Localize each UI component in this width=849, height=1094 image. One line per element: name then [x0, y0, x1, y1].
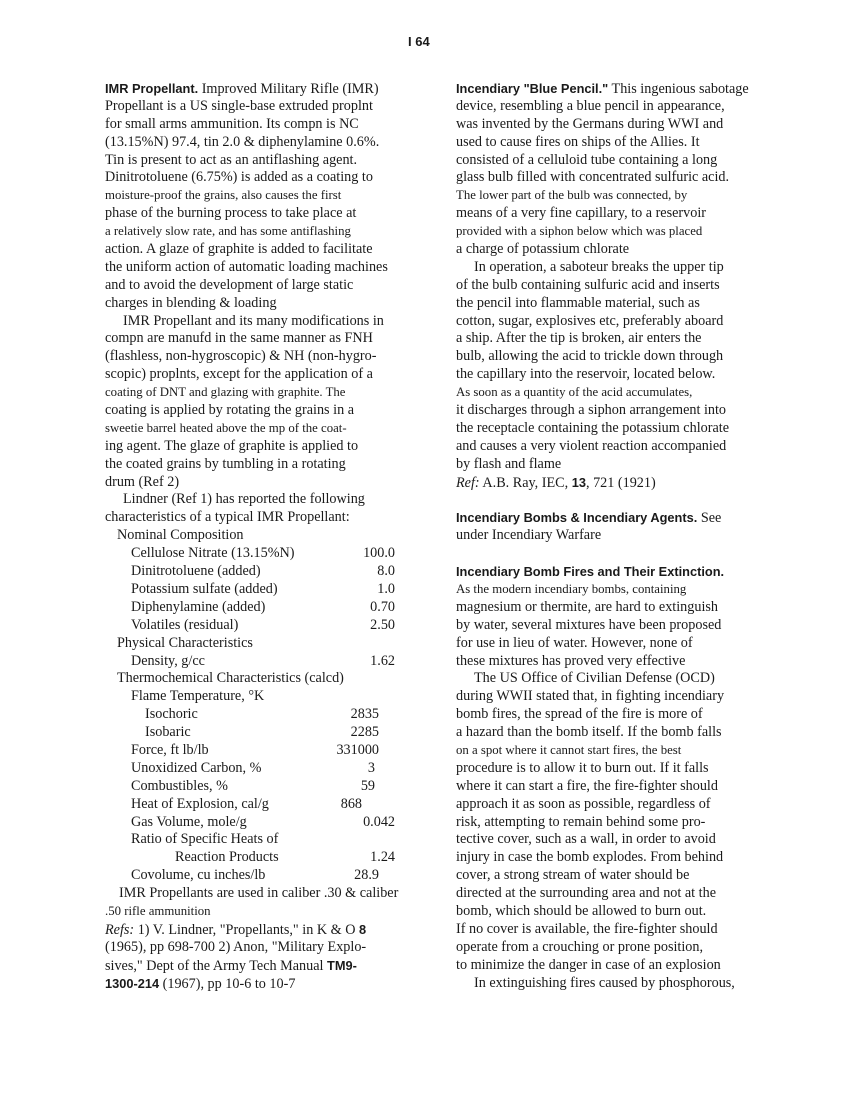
- table-row: Combustibles, % 59: [131, 777, 375, 794]
- table-row: Isochoric 2835: [145, 706, 379, 723]
- text-line: the uniform action of automatic loading machines: [105, 258, 388, 275]
- text-line: In operation, a saboteur breaks the upper tip: [474, 258, 724, 275]
- text-line: Tin is present to act as an antiflashing agent.: [105, 151, 358, 168]
- text-line: on a spot where it cannot start fires, the best: [456, 742, 682, 757]
- text-line: consisted of a celluloid tube containing a long: [456, 151, 718, 168]
- imr-first-line: IMR Propellant. Improved Military Rifle (IMR): [105, 81, 379, 97]
- text-line: during WWII stated that, in fighting incendiary: [456, 688, 725, 705]
- text-line: (flashless, non-hygroscopic) & NH (non-hygro-: [105, 348, 377, 365]
- text-line: procedure is to allow it to burn out. If it falls: [456, 759, 709, 776]
- thermo-heading: Thermochemical Characteristics (calcd): [117, 670, 344, 687]
- text-line: moisture-proof the grains, also causes the first: [105, 188, 342, 203]
- table-row: Unoxidized Carbon, % 3: [131, 759, 375, 776]
- text-line: device, resembling a blue pencil in appearance,: [456, 97, 725, 114]
- text-line: a ship. After the tip is broken, air enters the: [456, 330, 702, 347]
- bombs-first-line: Incendiary Bombs & Incendiary Agents. See: [456, 510, 722, 527]
- text-line: tective cover, such as a wall, in order to avoid: [456, 831, 716, 848]
- text-line: IMR Propellants are used in caliber .30 & caliber: [119, 885, 399, 902]
- table-row: Potassium sulfate (added) 1.0: [131, 580, 395, 597]
- text-line: The US Office of Civilian Defense (OCD): [474, 670, 715, 687]
- text-line: bulb, allowing the acid to trickle down through: [456, 348, 724, 365]
- text-line: cotton, sugar, explosives etc, preferably aboard: [456, 312, 724, 329]
- text-line: bomb fires, the spread of the fire is more of: [456, 706, 703, 723]
- nominal-heading: Nominal Composition: [117, 527, 244, 544]
- pencil-heading: Incendiary "Blue Pencil.": [456, 81, 609, 96]
- refs-line: (1965), pp 698-700 2) Anon, "Military Explo-: [105, 938, 367, 955]
- left-column: [105, 80, 430, 992]
- text-line: action. A glaze of graphite is added to facilitate: [105, 241, 373, 258]
- bombs-heading: Incendiary Bombs & Incendiary Agents.: [456, 510, 698, 526]
- text-line: the capillary into the reservoir, located below.: [456, 366, 716, 383]
- text-line: a charge of potassium chlorate: [456, 241, 630, 258]
- text-line: ing agent. The glaze of graphite is applied to: [105, 437, 359, 454]
- fires-heading-line: [456, 563, 774, 581]
- text-line: scopic) proplnts, except for the application of a: [105, 366, 373, 383]
- text-line: As soon as a quantity of the acid accumulates,: [456, 385, 693, 400]
- text-line: provided with a siphon below which was placed: [456, 224, 703, 239]
- physical-heading: Physical Characteristics: [117, 634, 253, 651]
- text-line: the coated grains by tumbling in a rotating: [105, 455, 346, 472]
- text-line: IMR Propellant and its many modifications in: [123, 312, 384, 329]
- text-line: risk, attempting to remain behind some pro-: [456, 813, 706, 830]
- table-row: Cellulose Nitrate (13.15%N) 100.0: [131, 545, 395, 562]
- text-line: a hazard than the bomb itself. If the bomb falls: [456, 724, 722, 741]
- text-line: under Incendiary Warfare: [456, 527, 602, 544]
- imr-heading: IMR Propellant.: [105, 81, 199, 96]
- text-line: (13.15%N) 97.4, tin 2.0 & diphenylamine 0.6%.: [105, 133, 380, 150]
- table-row: Heat of Explosion, cal/g 868: [131, 795, 362, 812]
- text-line: and causes a very violent reaction accompanied: [456, 437, 727, 454]
- text-line: the receptacle containing the potassium chlorate: [456, 419, 729, 436]
- text-line: The lower part of the bulb was connected, by: [456, 188, 688, 203]
- table-row: Gas Volume, mole/g 0.042: [131, 813, 395, 830]
- text-line: magnesium or thermite, are hard to extinguish: [456, 598, 719, 615]
- table-row: Covolume, cu inches/lb 28.9: [131, 867, 379, 884]
- text-line: by flash and flame: [456, 455, 562, 472]
- text-line: bomb, which should be allowed to burn out.: [456, 902, 707, 919]
- text-line: and to avoid the development of large static: [105, 276, 354, 293]
- table-row: Dinitrotoluene (added) 8.0: [131, 563, 395, 580]
- table-row: Volatiles (residual) 2.50: [131, 616, 395, 633]
- ref-line: Ref: A.B. Ray, IEC, 13, 721 (1921): [456, 474, 656, 491]
- flame-heading: Flame Temperature, °K: [131, 688, 265, 705]
- text-line: coating of DNT and glazing with graphite. The: [105, 385, 346, 400]
- text-line: cover, a strong stream of water should be: [456, 867, 690, 884]
- text-line: compn are manufd in the same manner as FNH: [105, 330, 373, 347]
- table-row: Density, g/cc 1.62: [131, 652, 395, 669]
- text-line: for small arms ammunition. Its compn is NC: [105, 115, 359, 132]
- text-line: to minimize the danger in case of an explosion: [456, 956, 721, 973]
- text-line: was invented by the Germans during WWI and: [456, 115, 724, 132]
- table-row: Isobaric 2285: [145, 724, 379, 741]
- text-line: As the modern incendiary bombs, containing: [456, 581, 687, 596]
- text-line: operate from a crouching or prone position,: [456, 938, 704, 955]
- text-line: approach it as soon as possible, regardless of: [456, 795, 711, 812]
- refs-line: Refs: 1) V. Lindner, "Propellants," in K & O 8: [105, 921, 367, 938]
- text-line: injury in case the bomb explodes. From behind: [456, 849, 724, 866]
- table-row: Force, ft lb/lb 331000: [131, 741, 379, 758]
- text-line: of the bulb containing sulfuric acid and inserts: [456, 276, 720, 293]
- fires-heading: Incendiary Bomb Fires and Their Extinction.: [456, 564, 725, 580]
- text-line: directed at the surrounding area and not at the: [456, 885, 717, 902]
- text-line: characteristics of a typical IMR Propellant:: [105, 509, 350, 526]
- pencil-first-line: Incendiary "Blue Pencil." This ingenious sabotage: [456, 81, 749, 97]
- text-line: means of a very fine capillary, to a reservoir: [456, 205, 707, 222]
- text-line: Lindner (Ref 1) has reported the following: [123, 491, 365, 508]
- text-line: In extinguishing fires caused by phosphorous,: [474, 974, 735, 991]
- table-row: Diphenylamine (added) 0.70: [131, 598, 395, 615]
- ref-label: Ref:: [456, 474, 480, 491]
- text-line: sweetie barrel heated above the mp of the coat-: [105, 420, 347, 435]
- text-line: .50 rifle ammunition: [105, 903, 211, 918]
- text-line: used to cause fires on ships of the Allies. It: [456, 133, 700, 150]
- text-line: it discharges through a siphon arrangement into: [456, 402, 727, 419]
- text-line: a relatively slow rate, and has some antiflashing: [105, 224, 351, 239]
- ratio-heading: Ratio of Specific Heats of: [131, 831, 279, 848]
- text-line: for use in lieu of water. However, none of: [456, 634, 693, 651]
- right-column: [456, 80, 774, 992]
- text-line: these mixtures has proved very effective: [456, 652, 686, 669]
- text-line: the pencil into flammable material, such as: [456, 294, 700, 311]
- page-number: I 64: [408, 34, 430, 49]
- text-line: Propellant is a US single-base extruded proplnt: [105, 97, 373, 114]
- text-line: where it can start a fire, the fire-fighter should: [456, 777, 718, 794]
- refs-line: 1300-214 (1967), pp 10-6 to 10-7: [105, 975, 296, 992]
- refs-line: sives," Dept of the Army Tech Manual TM9-: [105, 957, 357, 974]
- refs-label: Refs:: [105, 921, 135, 938]
- text-line: drum (Ref 2): [105, 473, 180, 490]
- text-line: coating is applied by rotating the grains in a: [105, 402, 355, 419]
- text-line: Dinitrotoluene (6.75%) is added as a coating to: [105, 169, 373, 186]
- text-line: charges in blending & loading: [105, 294, 277, 311]
- table-row: Reaction Products 1.24: [175, 849, 395, 866]
- text-line: by water, several mixtures have been proposed: [456, 616, 722, 633]
- text-line: phase of the burning process to take place at: [105, 205, 357, 222]
- text-line: If no cover is available, the fire-fighter should: [456, 920, 718, 937]
- text-line: glass bulb filled with concentrated sulfuric acid.: [456, 169, 730, 186]
